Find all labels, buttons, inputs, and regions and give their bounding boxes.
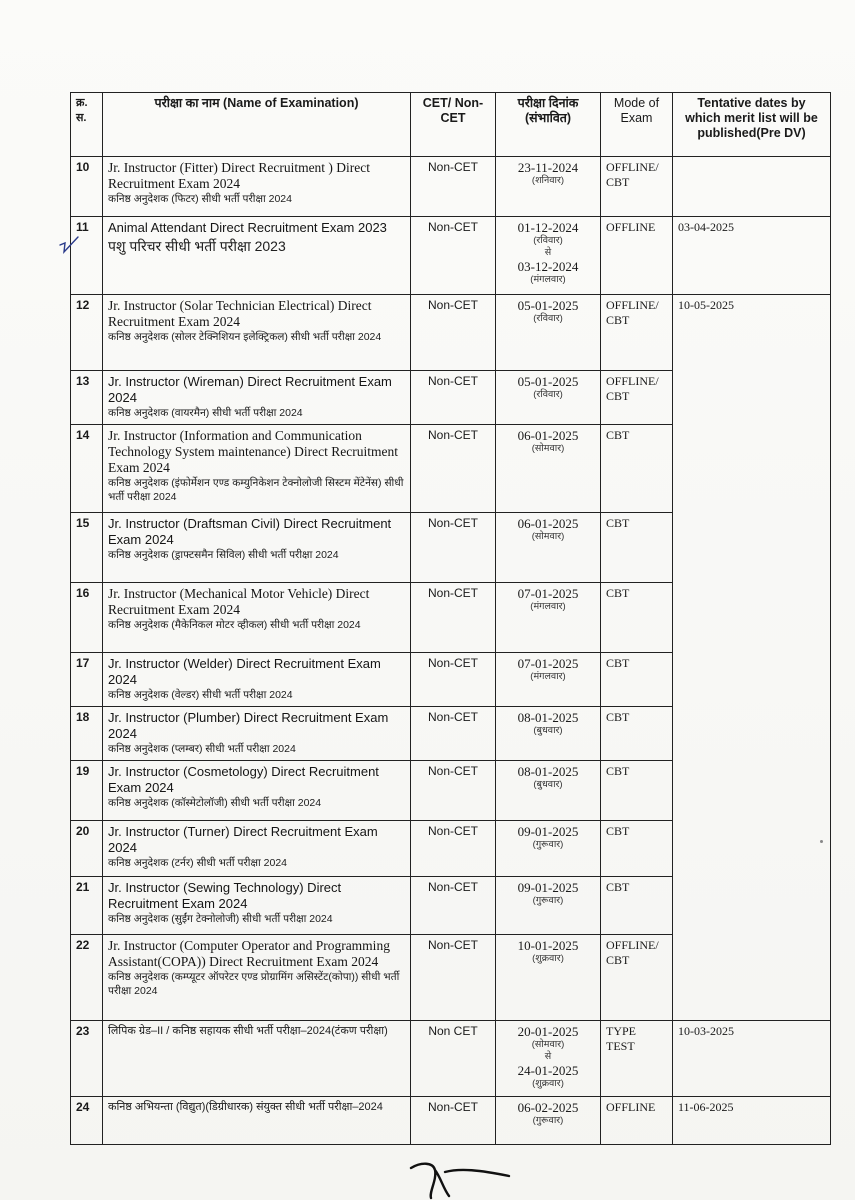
table-row bbox=[71, 1097, 831, 1145]
exam-name-hi: पशु परिचर सीधी भर्ती परीक्षा 2023 bbox=[108, 238, 286, 254]
row-exam-name bbox=[103, 295, 411, 371]
row-sno: 17 bbox=[71, 653, 103, 707]
exam-date: 08-01-2025 bbox=[517, 710, 579, 725]
exam-day: (गुरूवार) bbox=[532, 895, 564, 906]
row-date bbox=[496, 513, 601, 583]
row-mode: CBT bbox=[601, 821, 673, 877]
row-merit bbox=[673, 653, 831, 707]
row-mode: CBT bbox=[601, 653, 673, 707]
row-exam-name bbox=[103, 157, 411, 217]
table-row bbox=[71, 217, 831, 295]
exam-date: 07-01-2025 bbox=[517, 656, 579, 671]
table-row bbox=[71, 295, 831, 371]
exam-name-en: Jr. Instructor (Cosmetology) Direct Recruitment Exam 2024 bbox=[108, 764, 379, 795]
table-row bbox=[71, 877, 831, 935]
row-date bbox=[496, 1021, 601, 1097]
exam-name-hi: कनिष्ठ अनुदेशक (प्लम्बर) सीधी भर्ती परीक्षा 2024 bbox=[108, 743, 296, 755]
table-row bbox=[71, 1021, 831, 1097]
exam-name-en: Animal Attendant Direct Recruitment Exam 2023 bbox=[108, 220, 387, 235]
row-date bbox=[496, 217, 601, 295]
exam-name-hi: कनिष्ठ अनुदेशक (मैकेनिकल मोटर व्हीकल) सीधी भर्ती परीक्षा 2024 bbox=[108, 619, 361, 631]
row-sno: 11 bbox=[71, 217, 103, 295]
exam-day: (रविवार) bbox=[533, 313, 563, 324]
row-mode: CBT bbox=[601, 425, 673, 513]
table-row bbox=[71, 653, 831, 707]
row-exam-name bbox=[103, 425, 411, 513]
exam-name-en: Jr. Instructor (Plumber) Direct Recruitment Exam 2024 bbox=[108, 710, 389, 741]
exam-date: 08-01-2025 bbox=[517, 764, 579, 779]
exam-day: (गुरूवार) bbox=[532, 1115, 564, 1126]
exam-date-start: 20-01-2025 bbox=[517, 1024, 579, 1039]
exam-name-hi: कनिष्ठ अनुदेशक (टर्नर) सीधी भर्ती परीक्षा 2024 bbox=[108, 857, 287, 869]
header-date: परीक्षा दिनांक (संभावित) bbox=[496, 93, 601, 157]
row-merit: 11-06-2025 bbox=[673, 1097, 831, 1145]
row-mode: OFFLINE/ CBT bbox=[601, 295, 673, 371]
table-row bbox=[71, 583, 831, 653]
row-sno: 20 bbox=[71, 821, 103, 877]
row-cet: Non-CET bbox=[411, 425, 496, 513]
exam-name-hi: कनिष्ठ अभियन्ता (विद्युत)(डिग्रीधारक) संयुक्त सीधी भर्ती परीक्षा–2024 bbox=[108, 1101, 383, 1113]
exam-date: 09-01-2025 bbox=[517, 880, 579, 895]
row-cet: Non-CET bbox=[411, 821, 496, 877]
row-cet: Non-CET bbox=[411, 371, 496, 425]
exam-name-hi: कनिष्ठ अनुदेशक (इंफोर्मेशन एण्ड कम्युनिकेशन टेक्नोलोजी सिस्टम मेंटेनेंस) सीधी भर्ती परीक्षा 2024 bbox=[108, 477, 404, 503]
exam-name-en: Jr. Instructor (Sewing Technology) Direct Recruitment Exam 2024 bbox=[108, 880, 342, 911]
row-exam-name bbox=[103, 707, 411, 761]
exam-name-hi: कनिष्ठ अनुदेशक (वेल्डर) सीधी भर्ती परीक्षा 2024 bbox=[108, 689, 293, 701]
row-merit: 10-03-2025 bbox=[673, 1021, 831, 1097]
row-merit bbox=[673, 935, 831, 1021]
row-date bbox=[496, 761, 601, 821]
row-mode: OFFLINE bbox=[601, 217, 673, 295]
row-sno: 24 bbox=[71, 1097, 103, 1145]
exam-name-en: Jr. Instructor (Welder) Direct Recruitment Exam 2024 bbox=[108, 656, 381, 687]
exam-date: 05-01-2025 bbox=[517, 374, 579, 389]
row-exam-name bbox=[103, 935, 411, 1021]
exam-day: (सोमवार) bbox=[531, 531, 565, 542]
row-merit bbox=[673, 371, 831, 425]
row-sno: 22 bbox=[71, 935, 103, 1021]
row-cet: Non-CET bbox=[411, 761, 496, 821]
row-merit bbox=[673, 761, 831, 821]
exam-day: (बुधवार) bbox=[533, 779, 563, 790]
row-mode: CBT bbox=[601, 583, 673, 653]
exam-date: 05-01-2025 bbox=[517, 298, 579, 313]
row-sno: 13 bbox=[71, 371, 103, 425]
table-row bbox=[71, 513, 831, 583]
exam-date-start: 01-12-2024 bbox=[517, 220, 579, 235]
header-mode: Mode of Exam bbox=[601, 93, 673, 157]
exam-day: (मंगलवार) bbox=[530, 671, 566, 682]
exam-name-en: Jr. Instructor (Solar Technician Electrical) Direct Recruitment Exam 2024 bbox=[108, 298, 372, 329]
signature-icon bbox=[405, 1158, 515, 1200]
exam-name-en: Jr. Instructor (Turner) Direct Recruitment Exam 2024 bbox=[108, 824, 378, 855]
header-name: परीक्षा का नाम (Name of Examination) bbox=[103, 93, 411, 157]
table-row bbox=[71, 157, 831, 217]
row-sno: 14 bbox=[71, 425, 103, 513]
row-date bbox=[496, 371, 601, 425]
row-sno: 19 bbox=[71, 761, 103, 821]
table-row bbox=[71, 707, 831, 761]
row-merit bbox=[673, 877, 831, 935]
exam-day: (शुक्रवार) bbox=[532, 953, 564, 964]
exam-name-en: Jr. Instructor (Fitter) Direct Recruitment ) Direct Recruitment Exam 2024 bbox=[108, 160, 371, 191]
exam-date: 06-01-2025 bbox=[517, 428, 579, 443]
row-sno: 15 bbox=[71, 513, 103, 583]
row-date bbox=[496, 157, 601, 217]
row-merit: 10-05-2025 bbox=[673, 295, 831, 371]
row-mode: CBT bbox=[601, 707, 673, 761]
row-exam-name bbox=[103, 761, 411, 821]
exam-day-start: (सोमवार) bbox=[531, 1039, 565, 1050]
row-exam-name bbox=[103, 653, 411, 707]
row-date bbox=[496, 653, 601, 707]
row-cet: Non-CET bbox=[411, 583, 496, 653]
exam-day: (रविवार) bbox=[533, 389, 563, 400]
row-date bbox=[496, 821, 601, 877]
row-date bbox=[496, 707, 601, 761]
row-cet: Non-CET bbox=[411, 157, 496, 217]
row-sno: 23 bbox=[71, 1021, 103, 1097]
table-header-row bbox=[71, 93, 831, 157]
exam-date-end: 24-01-2025 bbox=[517, 1063, 579, 1078]
table-row bbox=[71, 371, 831, 425]
exam-name-hi: कनिष्ठ अनुदेशक (कॉस्मेटोलॉजी) सीधी भर्ती परीक्षा 2024 bbox=[108, 797, 322, 809]
row-exam-name bbox=[103, 371, 411, 425]
table-row bbox=[71, 935, 831, 1021]
row-merit bbox=[673, 425, 831, 513]
row-merit: 03-04-2025 bbox=[673, 217, 831, 295]
row-cet: Non-CET bbox=[411, 1097, 496, 1145]
row-date bbox=[496, 877, 601, 935]
exam-name-en: Jr. Instructor (Mechanical Motor Vehicle) Direct Recruitment Exam 2024 bbox=[108, 586, 370, 617]
row-date bbox=[496, 1097, 601, 1145]
row-cet: Non-CET bbox=[411, 935, 496, 1021]
exam-day: (शनिवार) bbox=[531, 175, 565, 186]
exam-name-en: Jr. Instructor (Information and Communication Technology System maintenance) Direct Recruitment Exam 2024 bbox=[108, 428, 398, 475]
header-merit: Tentative dates by which merit list will be published(Pre DV) bbox=[673, 93, 831, 157]
row-exam-name bbox=[103, 877, 411, 935]
check-mark-icon bbox=[58, 234, 80, 256]
row-sno: 16 bbox=[71, 583, 103, 653]
row-merit bbox=[673, 157, 831, 217]
row-mode: TYPE TEST bbox=[601, 1021, 673, 1097]
exam-day-end: (मंगलवार) bbox=[530, 274, 566, 285]
row-date bbox=[496, 295, 601, 371]
table-row bbox=[71, 761, 831, 821]
row-sno: 10 bbox=[71, 157, 103, 217]
row-mode: CBT bbox=[601, 877, 673, 935]
row-cet: Non-CET bbox=[411, 707, 496, 761]
exam-day-end: (शुक्रवार) bbox=[532, 1078, 564, 1089]
exam-name-hi: कनिष्ठ अनुदेशक (फिटर) सीधी भर्ती परीक्षा 2024 bbox=[108, 193, 292, 205]
exam-date: 10-01-2025 bbox=[517, 938, 579, 953]
exam-name-en: Jr. Instructor (Computer Operator and Programming Assistant(COPA)) Direct Recruitment Exam 2024 bbox=[108, 938, 390, 969]
header-sno: क्र. स. bbox=[71, 93, 103, 157]
row-date bbox=[496, 583, 601, 653]
row-exam-name bbox=[103, 513, 411, 583]
header-cet: CET/ Non-CET bbox=[411, 93, 496, 157]
row-exam-name bbox=[103, 217, 411, 295]
row-mode: CBT bbox=[601, 513, 673, 583]
row-mode: OFFLINE/ CBT bbox=[601, 371, 673, 425]
exam-date: 06-02-2025 bbox=[517, 1100, 579, 1115]
exam-day: (मंगलवार) bbox=[530, 601, 566, 612]
row-date bbox=[496, 935, 601, 1021]
row-merit bbox=[673, 513, 831, 583]
row-cet: Non-CET bbox=[411, 653, 496, 707]
exam-date: 23-11-2024 bbox=[517, 160, 579, 175]
exam-day: (बुधवार) bbox=[533, 725, 563, 736]
row-cet: Non-CET bbox=[411, 217, 496, 295]
row-cet: Non CET bbox=[411, 1021, 496, 1097]
scan-speck bbox=[820, 840, 823, 843]
exam-date-end: 03-12-2024 bbox=[517, 259, 579, 274]
exam-name-hi: कनिष्ठ अनुदेशक (ड्राफ्टसमैन सिविल) सीधी भर्ती परीक्षा 2024 bbox=[108, 549, 339, 561]
row-mode: OFFLINE bbox=[601, 1097, 673, 1145]
row-date bbox=[496, 425, 601, 513]
exam-name-en: Jr. Instructor (Draftsman Civil) Direct Recruitment Exam 2024 bbox=[108, 516, 392, 547]
exam-day: (सोमवार) bbox=[531, 443, 565, 454]
exam-day-start: (रविवार) bbox=[533, 235, 563, 246]
exam-name-hi: कनिष्ठ अनुदेशक (कम्प्यूटर ऑपरेटर एण्ड प्रोग्रामिंग असिस्टेंट(कोपा)) सीधी भर्ती परीक्षा 2024 bbox=[108, 971, 400, 997]
exam-name-hi: लिपिक ग्रेड–II / कनिष्ठ सहायक सीधी भर्ती परीक्षा–2024(टंकण परीक्षा) bbox=[108, 1025, 388, 1037]
row-cet: Non-CET bbox=[411, 877, 496, 935]
row-sno: 12 bbox=[71, 295, 103, 371]
row-cet: Non-CET bbox=[411, 513, 496, 583]
table-row bbox=[71, 821, 831, 877]
row-mode: OFFLINE/ CBT bbox=[601, 935, 673, 1021]
exam-name-hi: कनिष्ठ अनुदेशक (वायरमैन) सीधी भर्ती परीक्षा 2024 bbox=[108, 407, 303, 419]
exam-name-hi: कनिष्ठ अनुदेशक (सोलर टेक्निशियन इलेक्ट्रिकल) सीधी भर्ती परीक्षा 2024 bbox=[108, 331, 382, 343]
row-mode: CBT bbox=[601, 761, 673, 821]
date-range-separator: से bbox=[544, 1051, 552, 1062]
row-exam-name bbox=[103, 583, 411, 653]
table-row bbox=[71, 425, 831, 513]
row-exam-name bbox=[103, 1097, 411, 1145]
row-exam-name bbox=[103, 1021, 411, 1097]
exam-day: (गुरूवार) bbox=[532, 839, 564, 850]
row-merit bbox=[673, 821, 831, 877]
exam-name-en: Jr. Instructor (Wireman) Direct Recruitment Exam 2024 bbox=[108, 374, 392, 405]
row-sno: 21 bbox=[71, 877, 103, 935]
exam-schedule-table bbox=[70, 92, 831, 1145]
exam-date: 09-01-2025 bbox=[517, 824, 579, 839]
row-merit bbox=[673, 707, 831, 761]
row-mode: OFFLINE/ CBT bbox=[601, 157, 673, 217]
exam-name-hi: कनिष्ठ अनुदेशक (सुईंग टेक्नोलोजी) सीधी भर्ती परीक्षा 2024 bbox=[108, 913, 333, 925]
exam-date: 06-01-2025 bbox=[517, 516, 579, 531]
row-merit bbox=[673, 583, 831, 653]
row-sno: 18 bbox=[71, 707, 103, 761]
row-exam-name bbox=[103, 821, 411, 877]
date-range-separator: से bbox=[544, 247, 552, 258]
exam-date: 07-01-2025 bbox=[517, 586, 579, 601]
row-cet: Non-CET bbox=[411, 295, 496, 371]
